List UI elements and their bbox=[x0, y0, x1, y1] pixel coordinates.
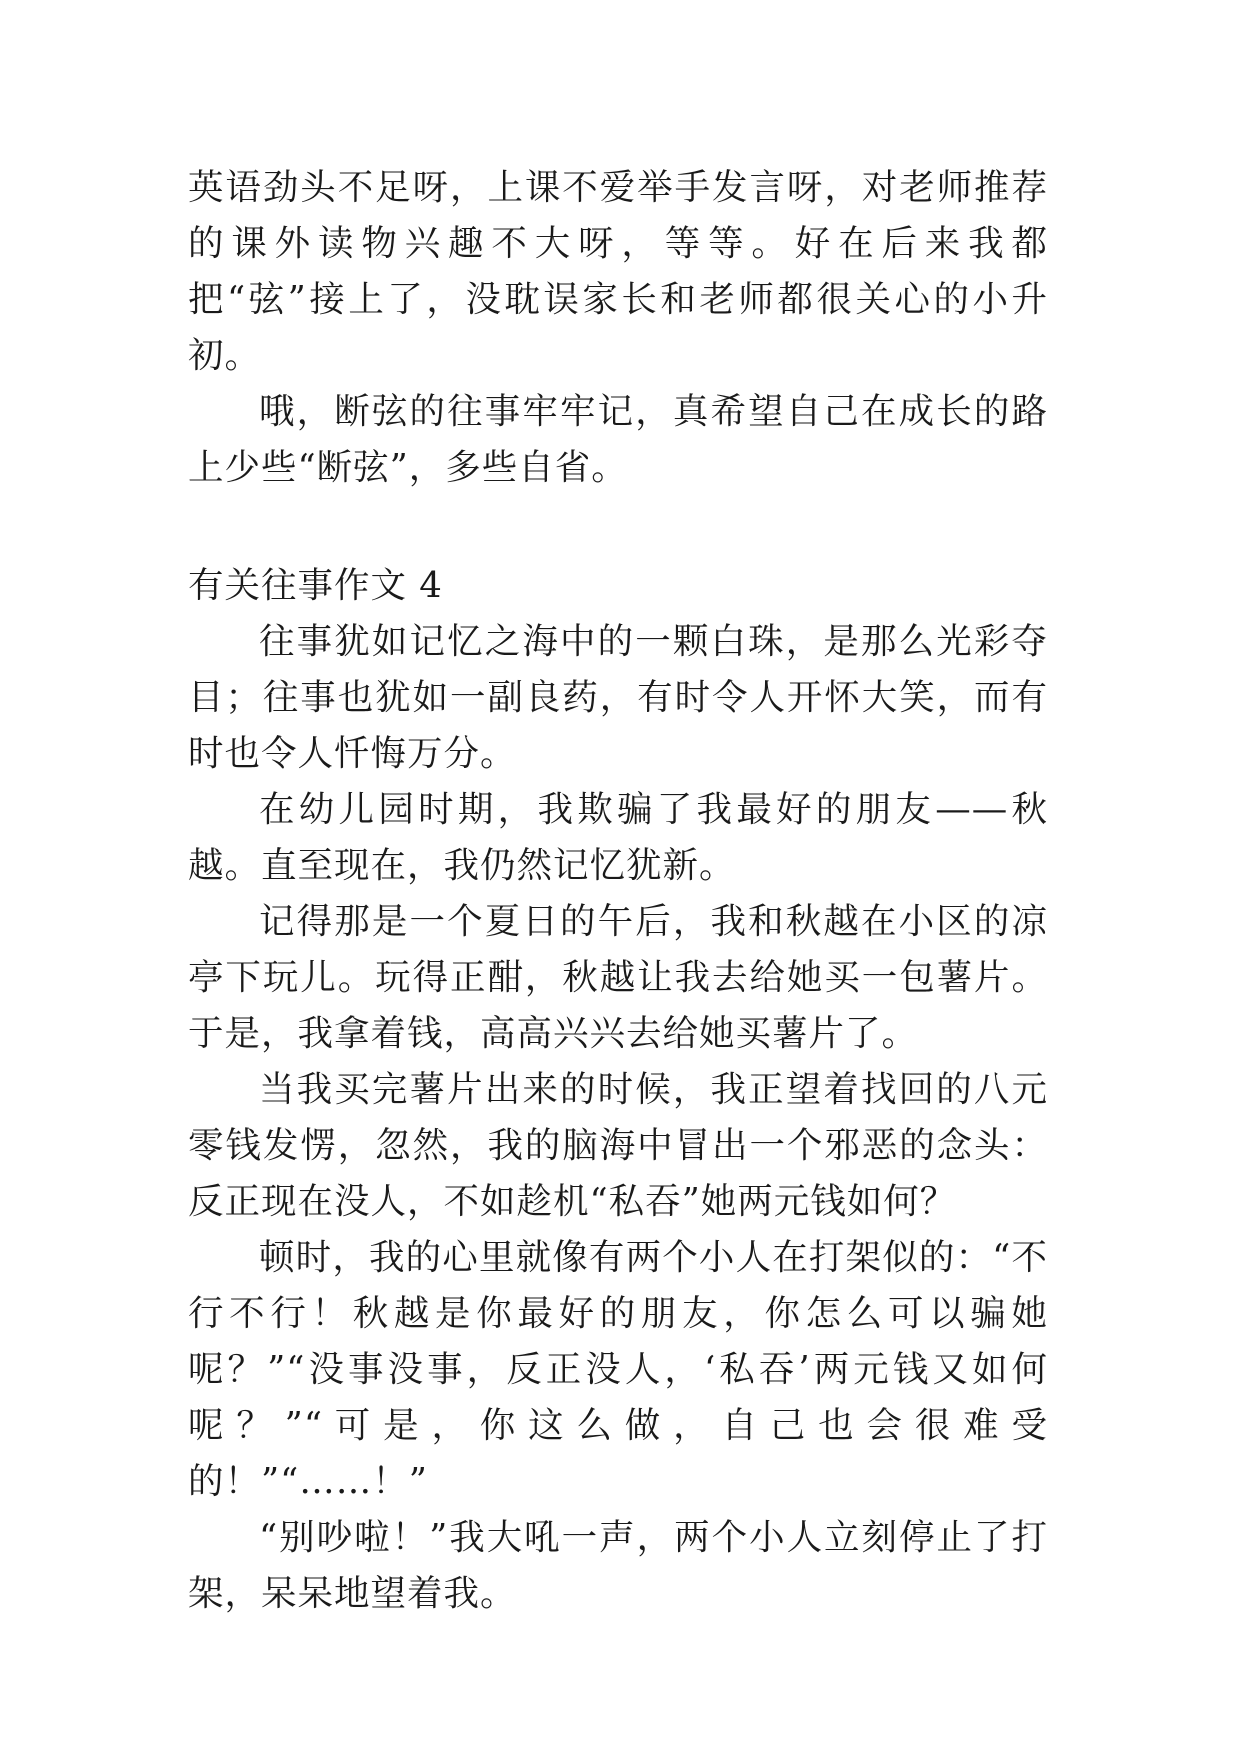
paragraph-1: 往事犹如记忆之海中的一颗白珠，是那么光彩夺目；往事也犹如一副良药，有时令人开怀大笑，而有时也令人忏悔万分。 bbox=[188, 621, 1048, 774]
section-title: 有关往事作文 4 bbox=[188, 565, 443, 606]
paragraph-4: 当我买完薯片出来的时候，我正望着找回的八元零钱发愣，忽然，我的脑海中冒出一个邪恶的念头：反正现在没人，不如趁机“私吞”她两元钱如何？ bbox=[188, 1069, 1048, 1222]
paragraph-3: 记得那是一个夏日的午后，我和秋越在小区的凉亭下玩儿。玩得正酣，秋越让我去给她买一包薯片。于是，我拿着钱，高高兴兴去给她买薯片了。 bbox=[188, 901, 1048, 1054]
paragraph-5: 顿时，我的心里就像有两个小人在打架似的：“不行不行！秋越是你最好的朋友，你怎么可以骗她呢？”“没事没事，反正没人，‘私吞’两元钱又如何呢？”“可是，你这么做，自己也会很难受的！”“……！” bbox=[188, 1237, 1048, 1502]
document-body bbox=[188, 160, 1048, 1622]
paragraph-2: 在幼儿园时期，我欺骗了我最好的朋友——秋越。直至现在，我仍然记忆犹新。 bbox=[188, 789, 1048, 886]
paragraph-6: “别吵啦！”我大吼一声，两个小人立刻停止了打架，呆呆地望着我。 bbox=[188, 1517, 1048, 1614]
continued-paragraph: 英语劲头不足呀，上课不爱举手发言呀，对老师推荐的课外读物兴趣不大呀，等等。好在后来我都把“弦”接上了，没耽误家长和老师都很关心的小升初。 bbox=[188, 167, 1048, 376]
closing-paragraph: 哦，断弦的往事牢牢记，真希望自己在成长的路上少些“断弦”，多些自省。 bbox=[188, 391, 1048, 488]
